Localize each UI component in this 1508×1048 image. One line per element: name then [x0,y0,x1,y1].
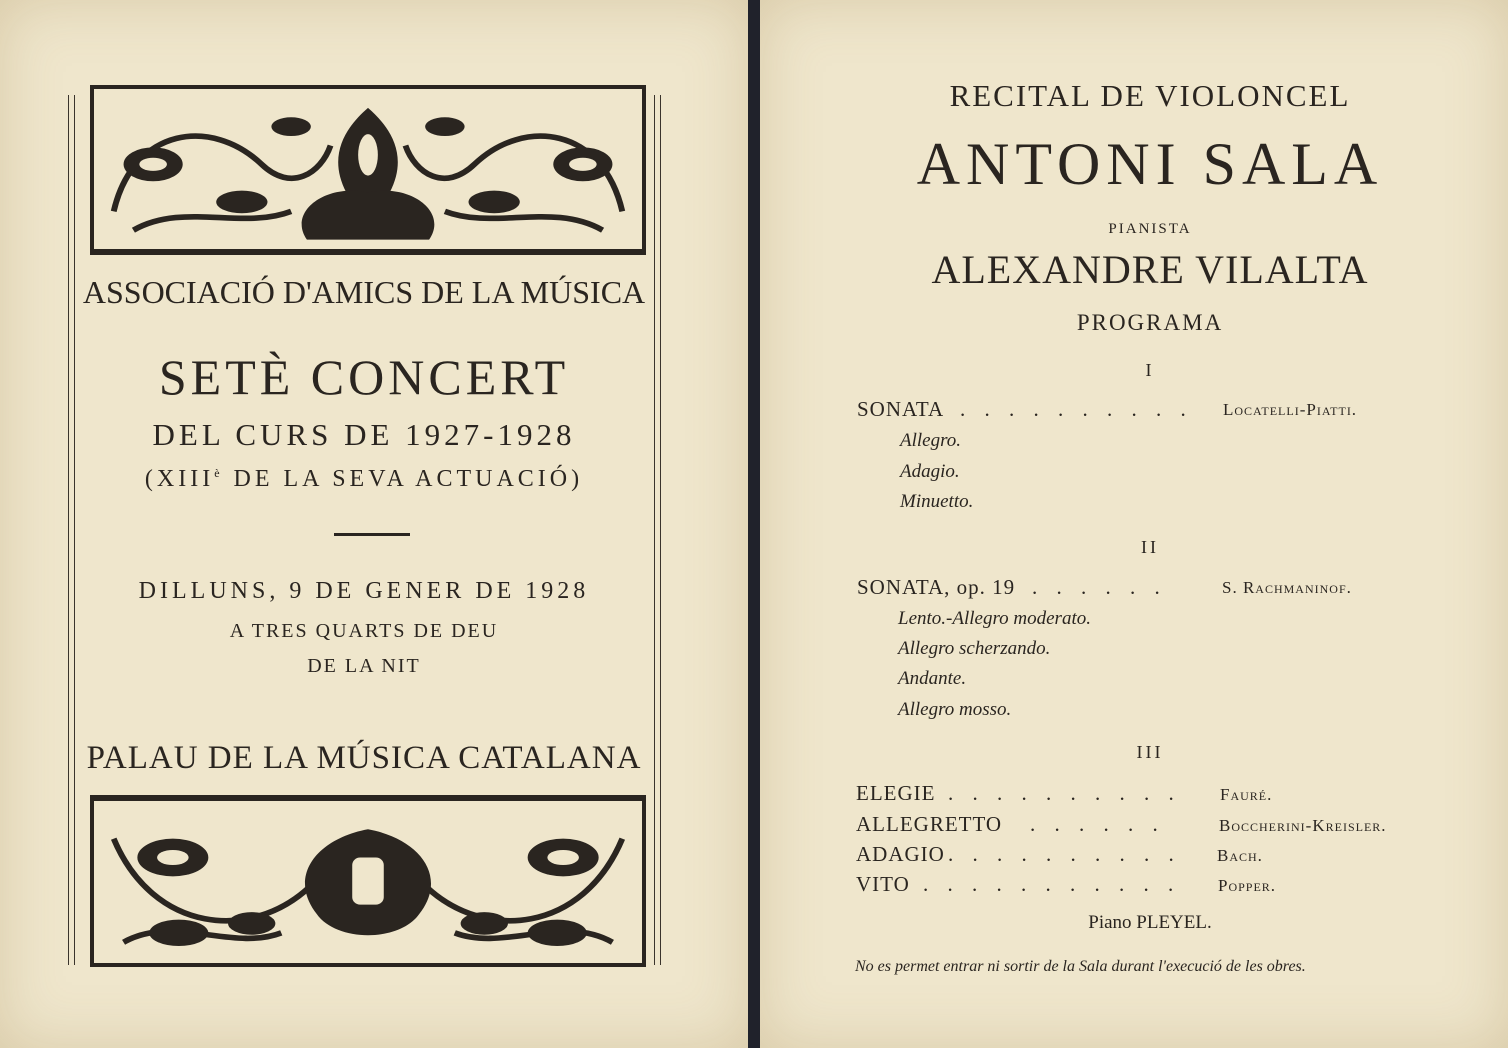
composer-name: Boccherini-Kreisler. [1219,816,1387,835]
frame-rule-left-outer [68,95,69,965]
bottom-floral-ornament [90,795,646,967]
leader-dots: . . . . . . [1032,575,1167,599]
work-title: VITO [856,872,910,896]
frame-rule-right-outer [660,95,661,965]
frame-rule-right-inner [654,95,655,965]
concert-time-suffix: DE LA NIT [307,655,421,677]
recital-title: RECITAL DE VIOLONCEL [949,78,1351,113]
edition-note [74,466,654,493]
movement: Lento.-Allegro moderato. [898,608,1091,629]
edition-suffix: DE LA SEVA ACTUACIÓ) [223,466,584,492]
frame-rule-left-inner [74,95,75,965]
concert-date: DILLUNS, 9 DE GENER DE 1928 [138,578,590,604]
movement: Minuetto. [900,491,974,512]
leader-dots: . . . . . . . . . . [960,397,1193,421]
pianist-name: ALEXANDRE VILALTA [931,247,1369,292]
divider-rule [334,533,410,536]
section-numeral: III [1136,742,1164,762]
course-years: DEL CURS DE 1927-1928 [152,417,576,452]
entry-notice: No es permet entrar ni sortir de la Sala durant l'execució de les obres. [855,958,1306,975]
leader-dots: . . . . . . [1030,812,1165,836]
composer-name: Bach. [1217,846,1263,865]
composer-name: Locatelli-Piatti. [1223,400,1358,419]
pianist-label: PIANISTA [1108,221,1192,237]
top-floral-ornament [90,85,646,255]
movement: Allegro mosso. [898,699,1012,720]
movement: Allegro. [900,430,962,451]
composer-name: Fauré. [1220,785,1273,804]
composer-name: S. Rachmaninof. [1222,578,1352,597]
work-title: ADAGIO [856,842,945,866]
association-name: ASSOCIACIÓ D'AMICS DE LA MÚSICA [82,274,646,310]
section-numeral: I [1145,360,1155,380]
movement: Adagio. [900,461,960,482]
work-title: ELEGIE [856,781,936,805]
movement: Allegro scherzando. [898,638,1051,659]
left-page-cover [0,0,748,1048]
book-gutter [748,0,760,1048]
leader-dots: . . . . . . . . . . [948,781,1181,805]
edition-superscript: è [214,466,224,480]
edition-prefix: (XIII [144,466,215,492]
work-title: SONATA [857,397,945,421]
composer-name: Popper. [1218,876,1277,895]
leader-dots: . . . . . . . . . . [948,842,1181,866]
work-title: ALLEGRETTO [856,812,1003,836]
concert-time: A TRES QUARTS DE DEU [229,620,499,642]
section-numeral: II [1141,537,1159,557]
movement: Andante. [898,668,967,689]
piano-note: Piano PLEYEL. [1088,912,1212,933]
performer-name: ANTONI SALA [916,131,1384,197]
concert-title: SETÈ CONCERT [158,349,570,405]
work-title: SONATA, op. 19 [857,575,1016,599]
venue-name: PALAU DE LA MÚSICA CATALANA [86,740,642,776]
program-heading: PROGRAMA [1076,310,1224,335]
leader-dots: . . . . . . . . . . . [923,872,1181,896]
